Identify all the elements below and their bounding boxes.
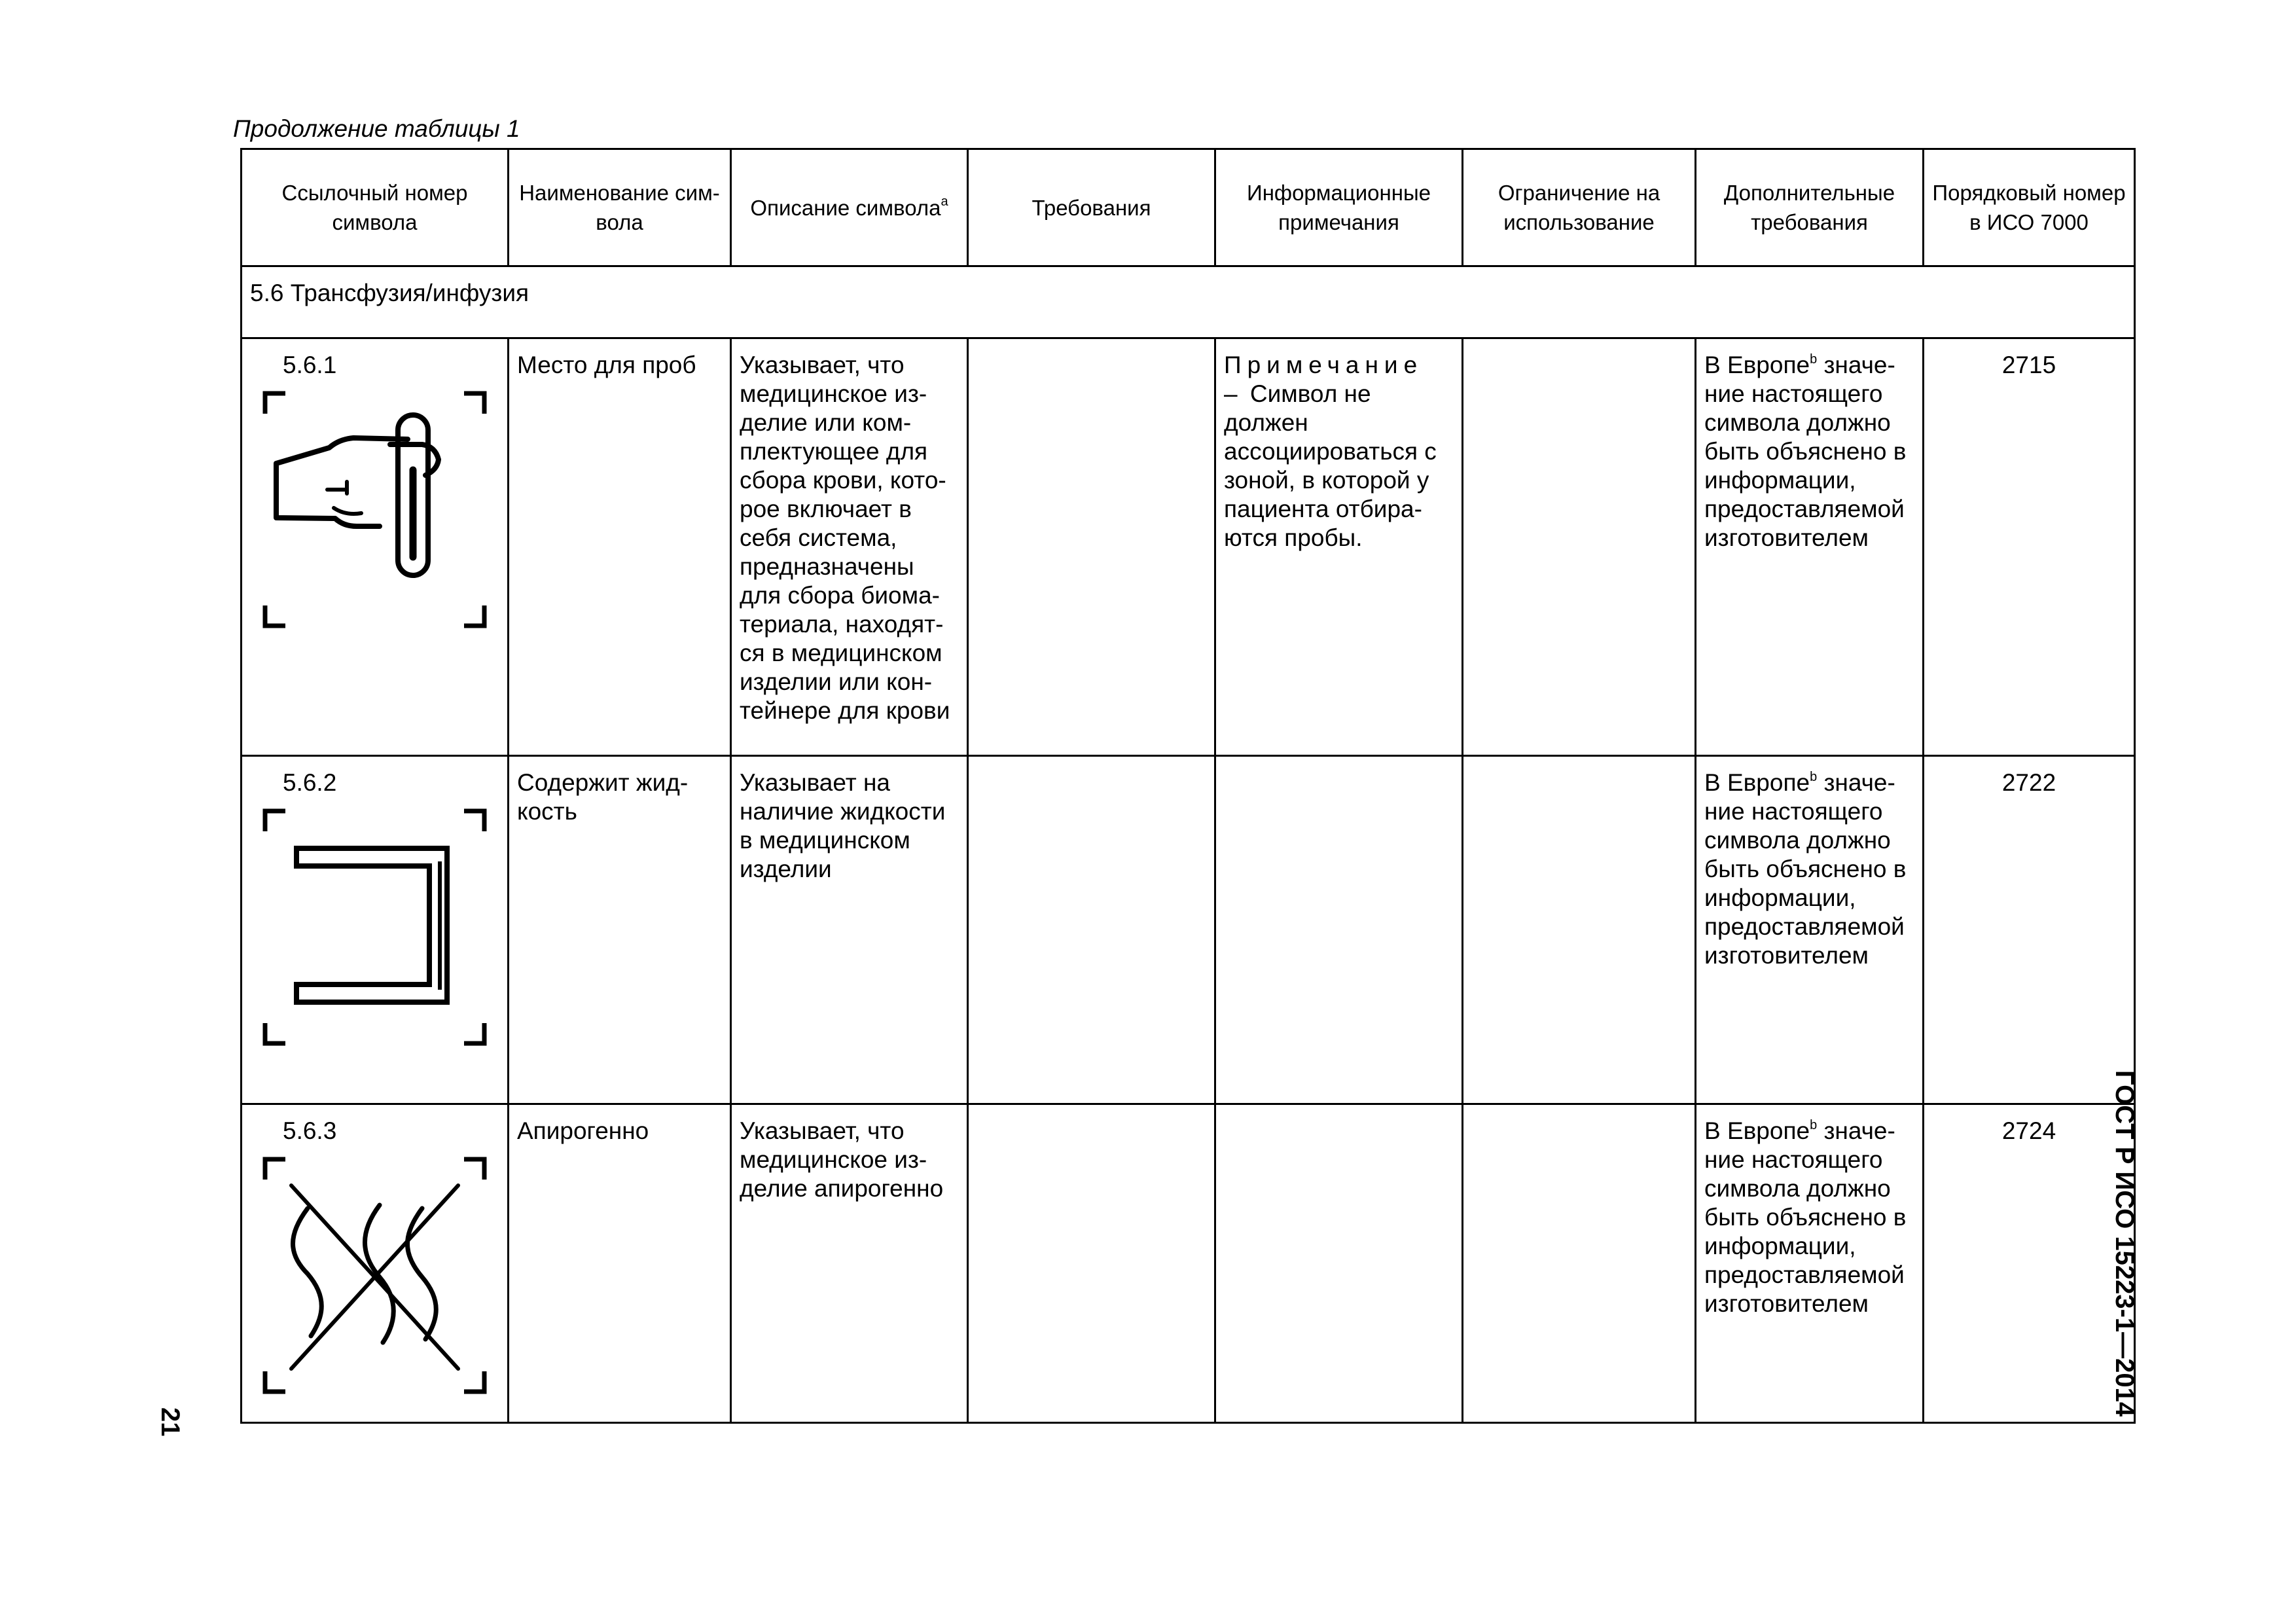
additional-cell: В Европе$^b$ значе-ние настоящего символа должно быть объяснено в информации, предоставляемой изготовителем [1696, 338, 1924, 756]
header-additional: Дополнительные требования [1696, 149, 1924, 266]
page-number: 21 [156, 1407, 185, 1437]
info-note-cell [1215, 756, 1463, 1104]
restriction-cell [1463, 1104, 1696, 1423]
header-iso-number: Порядковый номер в ИСО 7000 [1924, 149, 2135, 266]
restriction-cell [1463, 338, 1696, 756]
additional-cell: В Европе$^b$ значе-ние настоящего символа должно быть объяснено в информации, предоставляемой изготовителем [1696, 1104, 1924, 1423]
additional-cell: В Европе$^b$ значе-ние настоящего символа должно быть объяснено в информации, предоставляемой изготовителем [1696, 756, 1924, 1104]
table-row [242, 1104, 2135, 1423]
table-row [242, 338, 2135, 756]
document-id: ГОСТ Р ИСО 15223-1—2014 [2110, 1070, 2139, 1417]
ref-number: 5.6.3 [283, 1117, 337, 1144]
section-title: 5.6 Трансфузия/инфузия [242, 266, 2135, 338]
iso-number-cell: 2715 [1924, 338, 2135, 756]
container-liquid-icon [262, 808, 488, 1047]
restriction-cell [1463, 756, 1696, 1104]
header-restriction: Ограничение на использование [1463, 149, 1696, 266]
iso-number-cell: 2722 [1924, 756, 2135, 1104]
name-cell: Содержит жид-кость [509, 756, 731, 1104]
ref-cell [242, 338, 509, 756]
info-note-cell [1215, 1104, 1463, 1423]
ref-number: 5.6.1 [283, 352, 337, 378]
header-info-notes: Информационные примечания [1215, 149, 1463, 266]
note-label: Примечание – [1224, 352, 1424, 407]
info-note-cell [1215, 338, 1463, 756]
ref-cell [242, 1104, 509, 1423]
note-text: Символ не должен ассоциироваться с зоной, в которой у пациента отбира-ются пробы. [1224, 380, 1437, 551]
header-requirements: Требования [968, 149, 1215, 266]
table-row [242, 756, 2135, 1104]
header-description: Описание символа$^a$ [731, 149, 968, 266]
description-cell: Указывает, что медицинское из-делие или ком-плектующее для сбора крови, кото-рое включает в себя система, предназначены для сбора биома-териала, находят-ся в медицинском изделии или кон-тейнере для крови [731, 338, 968, 756]
header-name: Наименование сим-вола [509, 149, 731, 266]
description-cell: Указывает на наличие жидкости в медицинском изделии [731, 756, 968, 1104]
iso-number-cell: 2724 [1924, 1104, 2135, 1423]
requirements-cell [968, 756, 1215, 1104]
ref-number: 5.6.2 [283, 769, 337, 796]
requirements-cell [968, 1104, 1215, 1423]
name-cell: Место для проб [509, 338, 731, 756]
symbols-table [240, 148, 2136, 1424]
section-row [242, 266, 2135, 338]
description-cell: Указывает, что медицинское из-делие апирогенно [731, 1104, 968, 1423]
name-cell: Апирогенно [509, 1104, 731, 1423]
ref-cell [242, 756, 509, 1104]
non-pyrogenic-icon [262, 1156, 488, 1395]
requirements-cell [968, 338, 1215, 756]
table-caption: Продолжение таблицы 1 [233, 115, 520, 142]
hand-holding-test-tube-icon [262, 390, 488, 629]
header-ref: Ссылочный номер символа [242, 149, 509, 266]
header-row [242, 149, 2135, 266]
